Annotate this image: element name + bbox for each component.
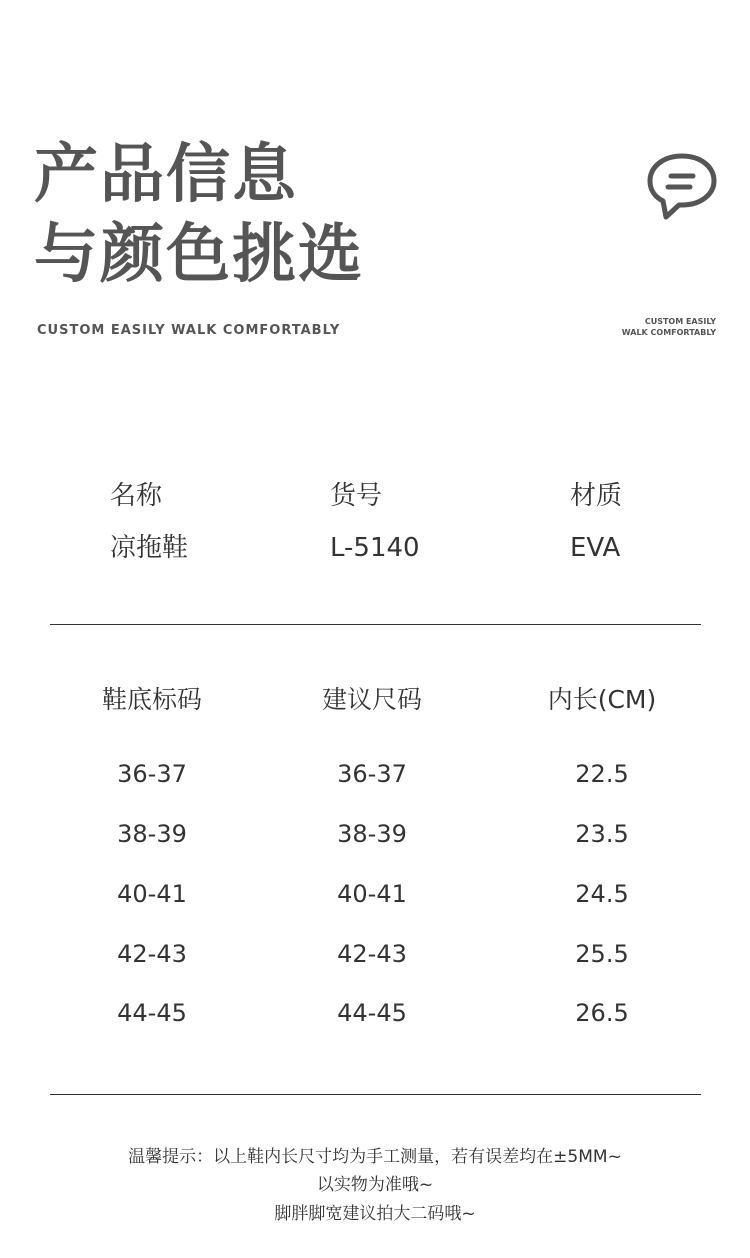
size-cell-length: 25.5 <box>575 940 629 968</box>
size-cell-length: 23.5 <box>575 820 629 848</box>
corner-tag-line2: WALK COMFORTABLY <box>621 328 716 337</box>
footer-note-line2: 以实物为准哦~ <box>316 1175 434 1195</box>
divider-top <box>50 624 701 625</box>
size-cell-suggested: 44-45 <box>337 999 407 1027</box>
info-value-name: 凉拖鞋 <box>110 533 189 563</box>
footer-note-line1: 温馨提示：以上鞋内长尺寸均为手工测量，若有误差均在±5MM~ <box>128 1147 622 1167</box>
size-header-sole: 鞋底标码 <box>101 685 202 714</box>
info-label-material: 材质 <box>570 481 623 511</box>
info-column-sku <box>330 478 420 566</box>
size-header-suggested: 建议尺码 <box>321 685 422 714</box>
size-cell-sole: 44-45 <box>117 999 187 1027</box>
size-cell-suggested: 40-41 <box>337 880 407 908</box>
size-cell-length: 22.5 <box>575 760 629 788</box>
footer-note-line3: 脚胖脚宽建议拍大二码哦~ <box>274 1204 476 1224</box>
info-value-material: EVA <box>570 533 621 563</box>
page-title-line1: 产品信息 <box>34 138 298 212</box>
size-cell-sole: 36-37 <box>117 760 187 788</box>
size-cell-sole: 40-41 <box>117 880 187 908</box>
page-subtitle: CUSTOM EASILY WALK COMFORTABLY <box>37 323 341 338</box>
info-column-material <box>570 478 622 566</box>
info-label-name: 名称 <box>110 481 163 511</box>
corner-tag <box>622 316 716 338</box>
size-cell-sole: 42-43 <box>117 940 187 968</box>
info-column-name <box>110 478 188 566</box>
page-title-line2: 与颜色挑选 <box>34 218 364 292</box>
size-cell-sole: 38-39 <box>117 820 187 848</box>
size-cell-suggested: 38-39 <box>337 820 407 848</box>
size-cell-suggested: 36-37 <box>337 760 407 788</box>
size-cell-length: 26.5 <box>575 999 629 1027</box>
size-header-length: 内长(CM) <box>547 685 657 714</box>
chat-bubble-icon <box>646 150 718 222</box>
divider-bottom <box>50 1094 701 1095</box>
info-value-sku: L-5140 <box>330 533 420 563</box>
corner-tag-line1: CUSTOM EASILY <box>644 317 716 326</box>
info-label-sku: 货号 <box>330 481 383 511</box>
size-cell-suggested: 42-43 <box>337 940 407 968</box>
size-cell-length: 24.5 <box>575 880 629 908</box>
